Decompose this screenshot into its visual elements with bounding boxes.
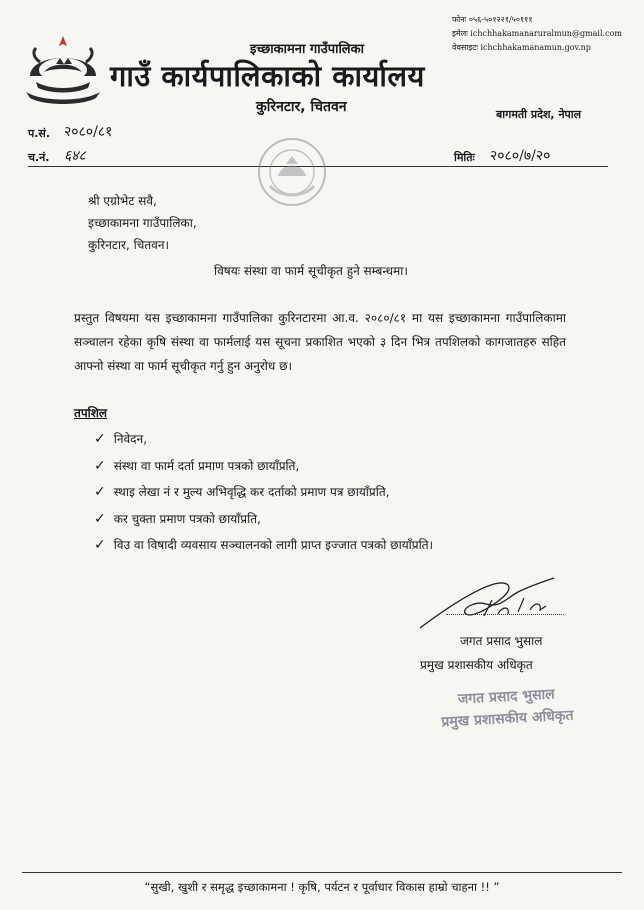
list-title: तपशिल	[74, 406, 108, 420]
stamp-title: प्रमुख प्रशासकीय अधिकृत	[441, 707, 574, 731]
ps-value: २०८०/८१	[64, 124, 113, 140]
list-item	[94, 483, 433, 510]
ps-label: प.सं.	[28, 127, 51, 140]
body-paragraph: प्रस्तुत विषयमा यस इच्छाकामना गाउँपालिका कुरिनटारमा आ.व. २०८०/८१ मा यस इच्छाकामना गाउँपालिकामा सञ्चालन रहेका कृषि संस्था वा फार्मलाई यस सूचना प्रकाशित भएको ३ दिन भित्र तपशिलको कागजातहरु सहित आफ्नो संस्था वा फार्म सूचीकृत गर्नु हुन अनुरोध छ।	[74, 311, 566, 373]
list-item	[94, 510, 433, 537]
list-item-text: निवेदन,	[113, 432, 148, 446]
document-checklist	[94, 430, 433, 563]
footer-slogan: “सुखी, खुशी र समृद्ध इच्छाकामना ! कृषि, पर्यटन र पूर्वाधार विकास हाम्रो चाहना !! ”	[144, 880, 500, 894]
office-seal-icon	[256, 136, 328, 208]
signature-icon	[414, 570, 564, 634]
check-icon: ✓	[94, 457, 106, 474]
contact-website: वेवसाइटः ichchhakamanamun.gov.np	[452, 43, 591, 52]
list-item-text: स्थाइ लेखा नं र मुल्य अभिवृद्धि कर दर्ताको प्रमाण पत्र छायाँप्रति,	[113, 485, 390, 499]
check-icon: ✓	[94, 537, 106, 553]
addressee-place: कुरिनटार, चितवन।	[88, 238, 170, 252]
contact-block	[452, 13, 622, 55]
stamp-name: जगत प्रसाद भुसाल	[457, 686, 556, 708]
cn-label: च.नं.	[28, 151, 50, 164]
signer-name: जगत प्रसाद भुसाल	[460, 634, 543, 648]
check-icon: ✓	[94, 431, 106, 447]
footer-divider	[22, 872, 622, 873]
addressee-org: इच्छाकामना गाउँपालिका,	[88, 216, 197, 230]
check-icon: ✓	[94, 510, 106, 527]
list-item	[94, 536, 433, 563]
addressee-block	[88, 190, 197, 256]
list-item-text: कर चुक्ता प्रमाण पत्रको छायाँप्रति,	[113, 511, 261, 526]
nepal-emblem-icon	[22, 32, 104, 106]
contact-email: इमेलः ichchhakamanaruralmun@gmail.com	[452, 29, 622, 38]
province-name: बागमती प्रदेश, नेपाल	[496, 108, 582, 121]
office-title: गाउँ कार्यपालिकाको कार्यालय	[110, 59, 425, 93]
signature-line	[446, 614, 564, 615]
addressee-name: श्री एग्रोभेट सवै,	[88, 194, 157, 208]
subject-line: विषयः संस्था वा फार्म सूचीकृत हुने सम्बन्धमा।	[214, 264, 408, 278]
list-item	[94, 430, 433, 457]
list-item	[94, 457, 433, 484]
office-location: कुरिनटार, चितवन	[256, 99, 347, 115]
list-item-text: संस्था वा फार्म दर्ता प्रमाण पत्रको छायाँप्रति,	[113, 458, 300, 473]
signer-title: प्रमुख प्रशासकीय अधिकृत	[420, 658, 533, 672]
date-value: २०८०/७/२०	[490, 148, 551, 164]
name-stamp	[421, 682, 593, 739]
contact-phone: फोनः ०५६-५०१२२१/५०१११	[452, 15, 533, 24]
cn-value: ६४८	[64, 148, 86, 164]
list-item-text: विउ वा विषादी व्यवसाय सञ्चालनको लागी प्राप्त इज्जात पत्रको छायाँप्रति।	[113, 538, 434, 552]
check-icon: ✓	[94, 484, 106, 500]
date-label: मितिः	[454, 151, 475, 164]
municipality-name: इच्छाकामना गाउँपालिका	[250, 42, 364, 57]
